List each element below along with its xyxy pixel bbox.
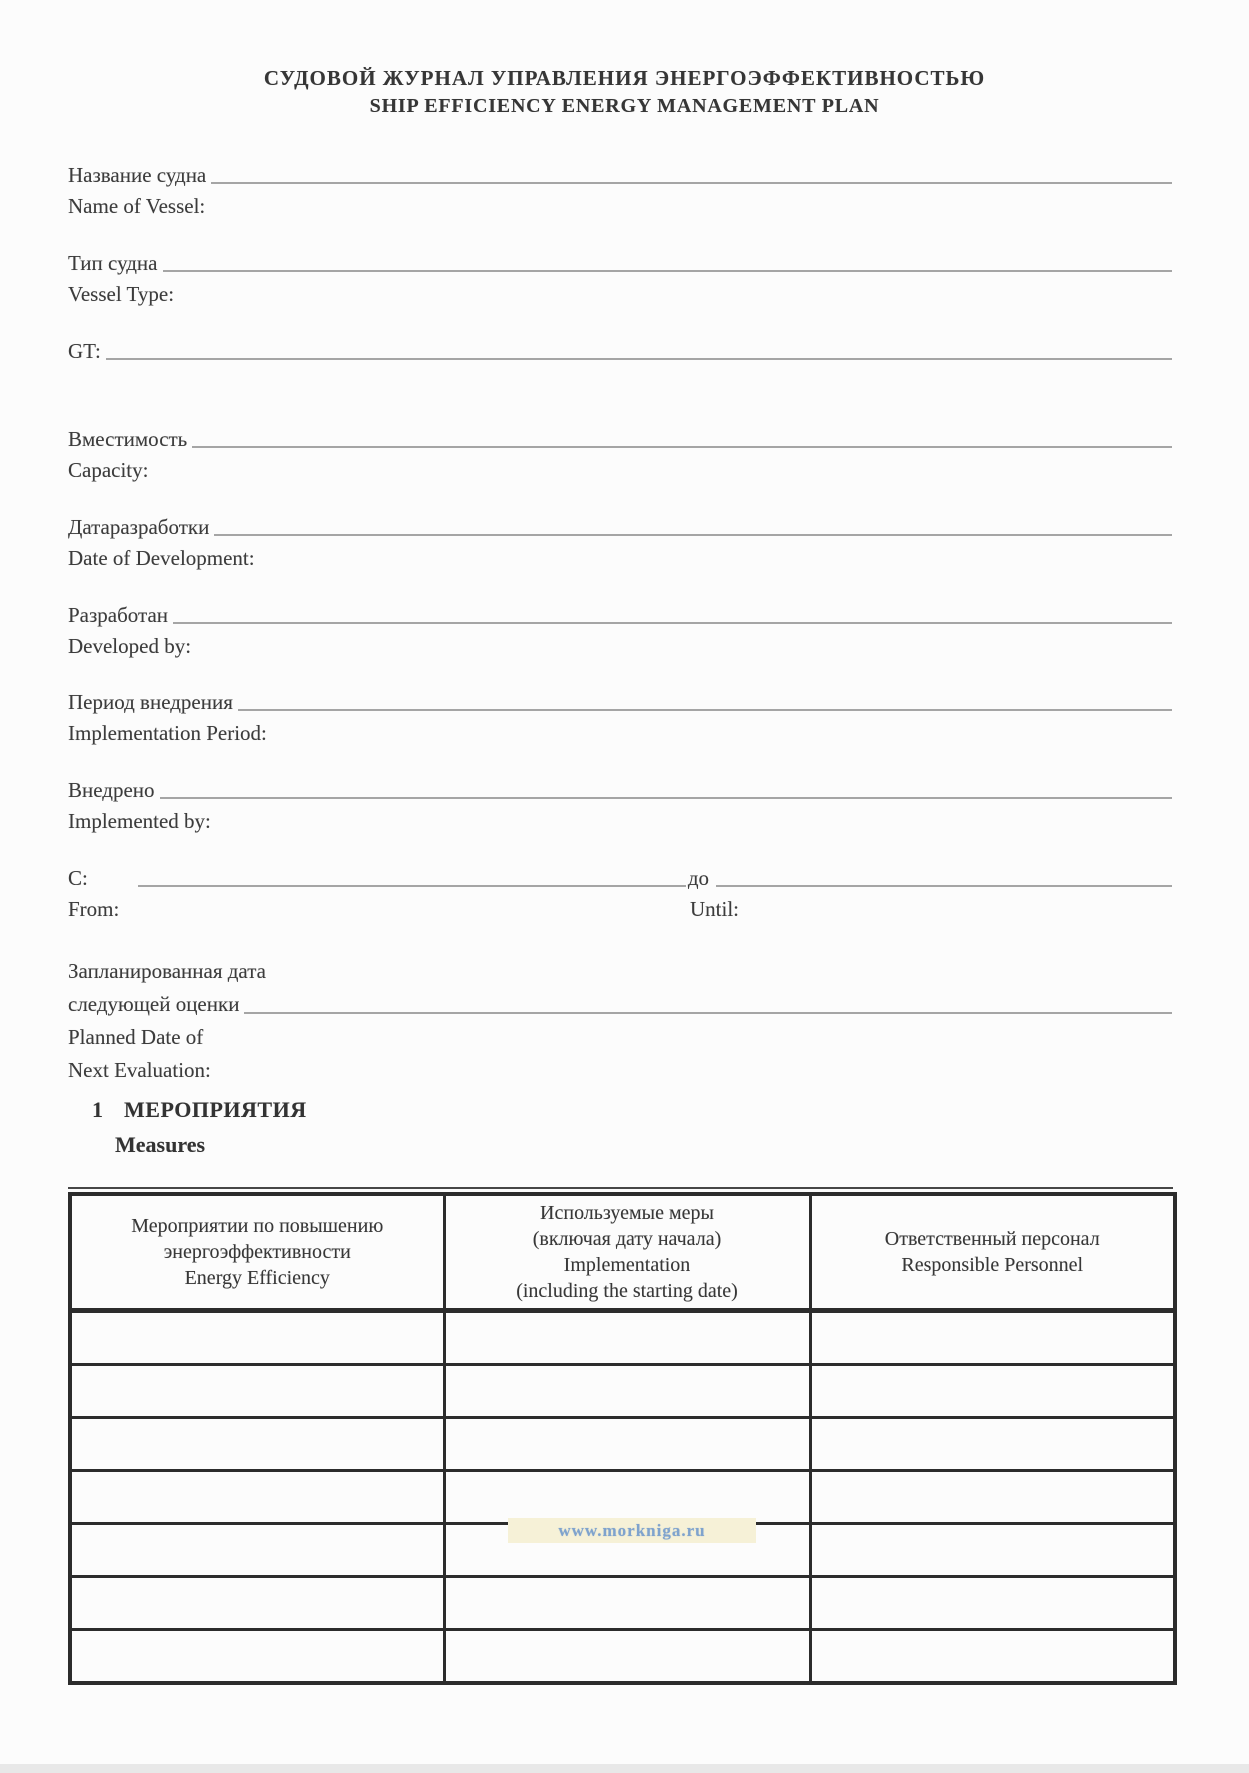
header-energy-efficiency bbox=[70, 1194, 444, 1311]
header-line: (включая дату начала) bbox=[532, 1228, 722, 1250]
blank-fill-line bbox=[238, 709, 1172, 711]
field-label-ru: Внедрено bbox=[68, 778, 155, 802]
table-cell bbox=[70, 1365, 444, 1418]
table-cell bbox=[70, 1418, 444, 1471]
until-label-en: Until: bbox=[690, 897, 740, 921]
from-label-en: From: bbox=[68, 897, 120, 921]
planned-label-en-line1: Planned Date of bbox=[68, 1025, 204, 1049]
table-cell bbox=[444, 1577, 810, 1630]
table-row bbox=[70, 1630, 1175, 1684]
table-cell bbox=[70, 1311, 444, 1365]
field-label-ru: GT: bbox=[68, 339, 101, 363]
planned-label-en-line2: Next Evaluation: bbox=[68, 1058, 211, 1082]
blank-fill-line bbox=[214, 534, 1172, 536]
header-line: Energy Efficiency bbox=[184, 1267, 330, 1289]
table-cell bbox=[810, 1311, 1175, 1365]
field-label-en: Name of Vessel: bbox=[68, 194, 206, 218]
header-line: энергоэффективности bbox=[163, 1241, 351, 1263]
table-cell bbox=[70, 1577, 444, 1630]
form-title-ru: СУДОВОЙ ЖУРНАЛ УПРАВЛЕНИЯ ЭНЕРГОЭФФЕКТИВНОСТЬЮ bbox=[263, 66, 986, 90]
field-label-ru: Тип судна bbox=[68, 251, 158, 275]
table-cell bbox=[444, 1365, 810, 1418]
header-line: Ответственный персонал bbox=[884, 1228, 1100, 1250]
header-line: Мероприятии по повышению bbox=[131, 1215, 384, 1237]
table-cell bbox=[810, 1524, 1175, 1577]
blank-fill-line bbox=[163, 270, 1173, 272]
field-label-en: Date of Development: bbox=[68, 546, 255, 570]
field-group-implemented-by bbox=[68, 778, 1172, 833]
field-label-ru: Период внедрения bbox=[68, 690, 233, 714]
table-cell bbox=[444, 1471, 810, 1524]
field-group-vessel-name bbox=[68, 163, 1172, 218]
header-responsible-personnel bbox=[810, 1194, 1175, 1311]
until-label-ru: до bbox=[687, 866, 710, 890]
table-cell bbox=[444, 1630, 810, 1684]
field-label-ru: Датаразработки bbox=[68, 515, 210, 539]
field-label-en: Vessel Type: bbox=[68, 282, 175, 306]
table-row bbox=[70, 1365, 1175, 1418]
header-line: Implementation bbox=[563, 1254, 691, 1276]
table-row bbox=[70, 1418, 1175, 1471]
table-cell bbox=[810, 1365, 1175, 1418]
table-cell bbox=[810, 1471, 1175, 1524]
field-group-planned-date bbox=[68, 951, 1172, 1083]
section-title-en: Measures bbox=[115, 1132, 206, 1157]
field-group-implementation-period bbox=[68, 690, 1172, 745]
planned-label-ru-line2: следующей оценки bbox=[68, 992, 240, 1016]
field-group-from-until bbox=[68, 866, 1172, 921]
section-number: 1 bbox=[92, 1097, 103, 1122]
measures-table-header-row bbox=[70, 1194, 1175, 1311]
field-label-ru: Разработан bbox=[68, 603, 169, 627]
section-title-ru: МЕРОПРИЯТИЯ bbox=[124, 1097, 307, 1122]
blank-fill-line bbox=[106, 358, 1172, 360]
planned-label-ru-line1: Запланированная дата bbox=[68, 959, 266, 983]
table-cell bbox=[70, 1630, 444, 1684]
table-cell bbox=[810, 1418, 1175, 1471]
field-group-date-of-development bbox=[68, 515, 1172, 570]
table-cell bbox=[810, 1630, 1175, 1684]
blank-fill-line-from bbox=[138, 885, 686, 887]
field-group-developed-by bbox=[68, 603, 1172, 658]
watermark-morkniga: www.morkniga.ru bbox=[508, 1518, 756, 1543]
table-top-double-border bbox=[68, 1187, 1173, 1189]
from-label-ru: С: bbox=[68, 866, 88, 890]
table-row bbox=[70, 1577, 1175, 1630]
blank-fill-line bbox=[192, 446, 1172, 448]
field-label-ru: Название судна bbox=[68, 163, 207, 187]
field-label-en: Developed by: bbox=[68, 634, 192, 658]
form-title-en: SHIP EFFICIENCY ENERGY MANAGEMENT PLAN bbox=[369, 95, 880, 117]
table-row bbox=[70, 1311, 1175, 1365]
table-row bbox=[70, 1471, 1175, 1524]
header-line: Используемые меры bbox=[540, 1202, 714, 1224]
blank-fill-line-until bbox=[716, 885, 1172, 887]
scan-edge-shadow bbox=[0, 1764, 1249, 1773]
field-label-ru: Вместимость bbox=[68, 427, 188, 451]
header-line: Responsible Personnel bbox=[901, 1254, 1084, 1276]
field-label-en: Capacity: bbox=[68, 458, 149, 482]
field-group-vessel-type bbox=[68, 251, 1172, 306]
table-cell bbox=[810, 1577, 1175, 1630]
field-label-en: Implementation Period: bbox=[68, 721, 267, 745]
header-implementation bbox=[444, 1194, 810, 1311]
blank-fill-line bbox=[173, 622, 1172, 624]
blank-fill-line bbox=[160, 797, 1172, 799]
section-heading-measures bbox=[92, 1097, 307, 1158]
table-cell bbox=[444, 1311, 810, 1365]
measures-table bbox=[68, 1192, 1177, 1685]
header-line: (including the starting date) bbox=[516, 1280, 738, 1302]
table-cell bbox=[444, 1418, 810, 1471]
blank-fill-line bbox=[211, 182, 1172, 184]
blank-fill-line bbox=[244, 1012, 1172, 1014]
field-group-gt bbox=[68, 339, 1172, 363]
field-group-capacity bbox=[68, 427, 1172, 482]
table-cell bbox=[70, 1524, 444, 1577]
field-label-en: Implemented by: bbox=[68, 809, 211, 833]
table-cell bbox=[70, 1471, 444, 1524]
